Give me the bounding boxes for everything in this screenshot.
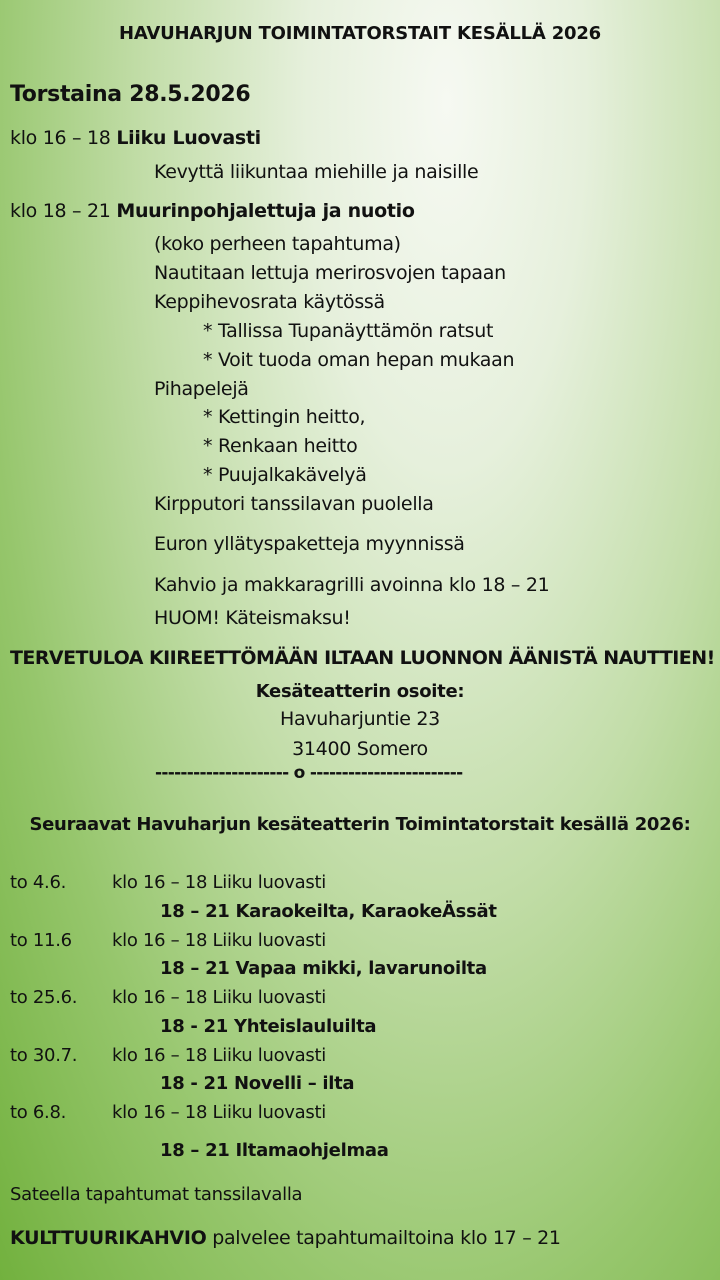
upcoming-first-slot: klo 16 – 18 Liiku luovasti [112, 872, 326, 893]
upcoming-date: to 25.6. [10, 987, 78, 1008]
yard-game-item: * Kettingin heitto, [203, 406, 366, 428]
yard-game-item: * Puujalkakävelyä [203, 464, 367, 486]
welcome-banner: TERVETULOA KIIREETTÖMÄÄN ILTAAN LUONNON ÄÄNISTÄ NAUTTIEN! [10, 647, 715, 669]
address-street: Havuharjuntie 23 [280, 708, 440, 730]
hobbyhorse-item: * Tallissa Tupanäyttämön ratsut [203, 320, 494, 342]
upcoming-second-slot: 18 – 21 Iltamaohjelmaa [160, 1140, 389, 1161]
slot2-line [10, 202, 415, 221]
pancakes-note: Nautitaan lettuja merirosvojen tapaan [154, 262, 506, 284]
address-postal: 31400 Somero [292, 738, 428, 760]
yard-game-item: * Renkaan heitto [203, 435, 358, 457]
section-divider: --------------------- o ------------------------ [155, 763, 463, 783]
upcoming-first-slot: klo 16 – 18 Liiku luovasti [112, 930, 326, 951]
upcoming-heading: Seuraavat Havuharjun kesäteatterin Toimintatorstait kesällä 2026: [29, 814, 691, 835]
slot2-time: klo 18 – 21 [10, 200, 111, 222]
slot1-description: Kevyttä liikuntaa miehille ja naisille [154, 161, 479, 183]
upcoming-second-slot: 18 – 21 Vapaa mikki, lavarunoilta [160, 958, 487, 979]
family-note: (koko perheen tapahtuma) [154, 233, 401, 255]
hobbyhorse-item: * Voit tuoda oman hepan mukaan [203, 349, 515, 371]
upcoming-first-slot: klo 16 – 18 Liiku luovasti [112, 987, 326, 1008]
rain-note: Sateella tapahtumat tanssilavalla [10, 1184, 303, 1205]
upcoming-second-slot: 18 – 21 Karaokeilta, KaraokeÄssät [160, 901, 497, 922]
cafe-line [10, 1229, 561, 1248]
upcoming-first-slot: klo 16 – 18 Liiku luovasti [112, 1102, 326, 1123]
slot1-time: klo 16 – 18 [10, 127, 111, 149]
upcoming-second-slot: 18 - 21 Yhteislauluilta [160, 1016, 377, 1037]
upcoming-date: to 6.8. [10, 1102, 67, 1123]
cafe-name: KULTTUURIKAHVIO [10, 1227, 207, 1249]
slot1-title: Liiku Luovasti [116, 127, 261, 149]
flea-market-note: Kirpputori tanssilavan puolella [154, 493, 434, 515]
slot1-line [10, 129, 261, 148]
cafe-note: Kahvio ja makkaragrilli avoinna klo 18 – 21 [154, 574, 550, 596]
page-title: HAVUHARJUN TOIMINTATORSTAIT KESÄLLÄ 2026 [118, 23, 602, 44]
hobbyhorse-note: Keppihevosrata käytössä [154, 291, 385, 313]
event-date-heading: Torstaina 28.5.2026 [10, 82, 251, 107]
upcoming-first-slot: klo 16 – 18 Liiku luovasti [112, 1045, 326, 1066]
upcoming-date: to 4.6. [10, 872, 67, 893]
yard-games-note: Pihapelejä [154, 378, 249, 400]
upcoming-second-slot: 18 - 21 Novelli – ilta [160, 1073, 355, 1094]
upcoming-date: to 11.6 [10, 930, 72, 951]
cafe-hours: palvelee tapahtumailtoina klo 17 – 21 [212, 1227, 561, 1249]
upcoming-date: to 30.7. [10, 1045, 78, 1066]
slot2-title: Muurinpohjalettuja ja nuotio [116, 200, 415, 222]
cash-note: HUOM! Käteismaksu! [154, 607, 351, 629]
surprise-note: Euron yllätyspaketteja myynnissä [154, 533, 465, 555]
address-label: Kesäteatterin osoite: [255, 681, 465, 702]
